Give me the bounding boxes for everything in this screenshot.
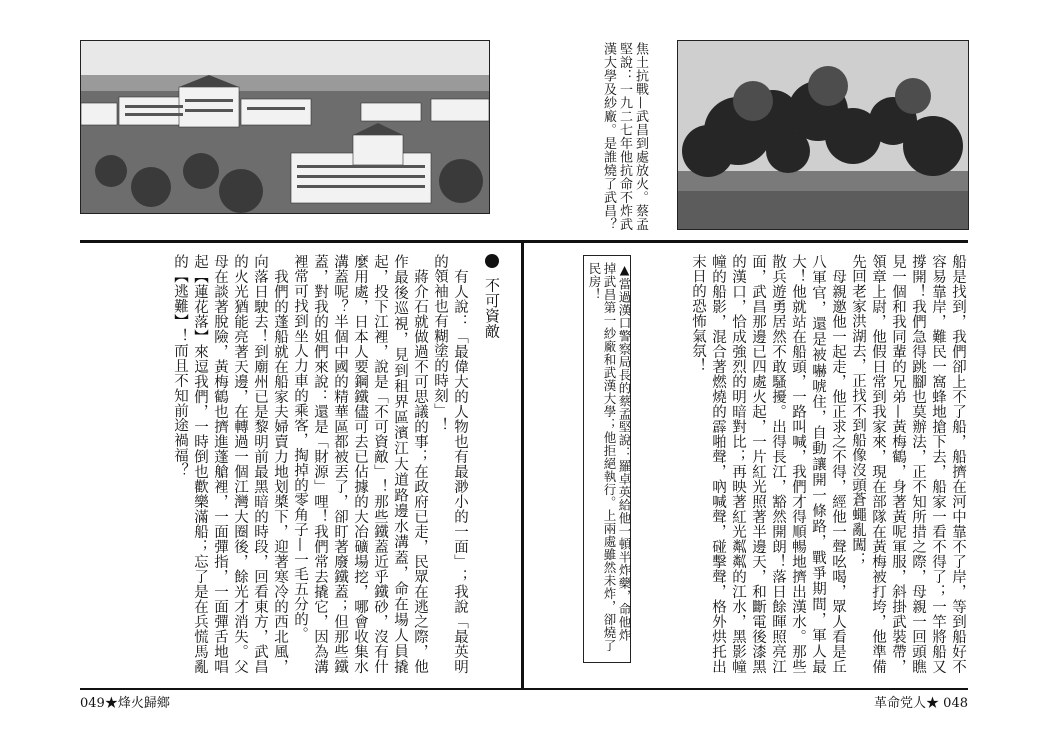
photo-caption: 焦土抗戰—武昌到處放火。蔡孟堅說：一九二七年他抗命不炸武漢大學及紗廠。是誰燒了武昌？ <box>601 42 648 231</box>
section-title: 不可資敵 <box>483 277 501 339</box>
bottom-divider <box>80 688 968 690</box>
caption-box <box>583 255 631 663</box>
right-page-body: 船是找到，我們卻上不了船，船擠在河中靠不了岸，等到船好不容易靠岸，難民一窩蜂地搶下去，船家一看不得了；一竿將船又撐開！我們急得跳腳也莫辦法，正不知所措之際，母親一回頭瞧見一個和我同輩的兄弟—黃梅鶴，身著黃呢軍服，斜掛武裝帶，領章上尉，他假日常到我家來，現在部隊在黃梅被打垮，他準備先回老家洪湖去，正找不到船像沒頭蒼蠅亂闖； 母親邀他一起走，他正求之不得，經他一聲吆喝，眾人看是丘八軍官，還是被嚇唬住，自動讓開一條路，戰爭期間，軍人最大！他就站在船頭，一路叫喊，我們才得順暢地擠出漢水。那些散兵遊勇居然不敢騷擾。出得長江，豁然開朗！落日餘暉照亮江面，武昌那邊已四處火起，一片紅光照著半邊天，和斷電後漆黑的漢口，恰成強烈的明暗對比；再映著紅光粼粼的江水，黑影幢幢的船影，混合著燃燒的霹啪聲，吶喊聲，碰擊聲，格外烘托出末日的恐怖氣氛！ <box>690 254 966 674</box>
top-divider <box>80 240 968 243</box>
caption-box-text: ▲當過漢口警察局長的蔡孟堅說：羅卓英給他一頓半炸藥，命他炸掉武昌第一紗廠和武漢大學；他拒絕執行。上兩處雖然未炸，卻燒了民房！ <box>587 262 632 652</box>
left-page-body: 有人說：「最偉大的人物也有最渺小的一面」；我說「最英明的領袖也有糊塗的時刻」！ 蔣介石就做過不可思議的事；在政府已走，民眾在逃之際，他作最後巡視，見到租界區濱江大道路邊水溝蓋，命在場人員撬起，投下江裡，說是「不可資敵」！那些鐵蓋近乎鐵砂，沒有什麼用處，日本人要鋼鐵儘可去已佔據的大冶礦場挖，哪會收集水溝蓋呢？半個中國的精華區都被丟了，卻盯著廢鐵蓋；但那些鐵蓋，對我的姐們來說：還是「財源」哩！我們常去撬它，因為溝裡常可找到坐人力車的乘客，掏掉的零角子—一毛五分的。 我們的蓬船就在船家夫婦賣力地划槳下，迎著寒冷的西北風，向落日駛去！到廟州已是黎明前最黑暗的時段，回看東方，武昌的火光猶能亮著天邊，在轉過一個江灣大圈後，餘光才消失。父母在談著脫險，黃梅鶴也擠進蓬艙裡，一面彈指，一面彈舌地唱起【蓮花落】來逗我們，一時倒也歡樂滿船；忘了是在兵慌馬亂的【逃難】！而且不知前途禍福？ <box>172 254 468 674</box>
footer-left: 049★烽火歸鄉 <box>80 696 170 711</box>
footer-right: 革命党人★ 048 <box>874 696 968 711</box>
left-page-column <box>80 254 520 674</box>
page-gutter <box>521 240 524 688</box>
fire-smoke-photo <box>677 40 969 230</box>
section-heading <box>470 254 502 674</box>
bullet-icon <box>485 254 499 268</box>
campus-photo <box>80 40 490 214</box>
